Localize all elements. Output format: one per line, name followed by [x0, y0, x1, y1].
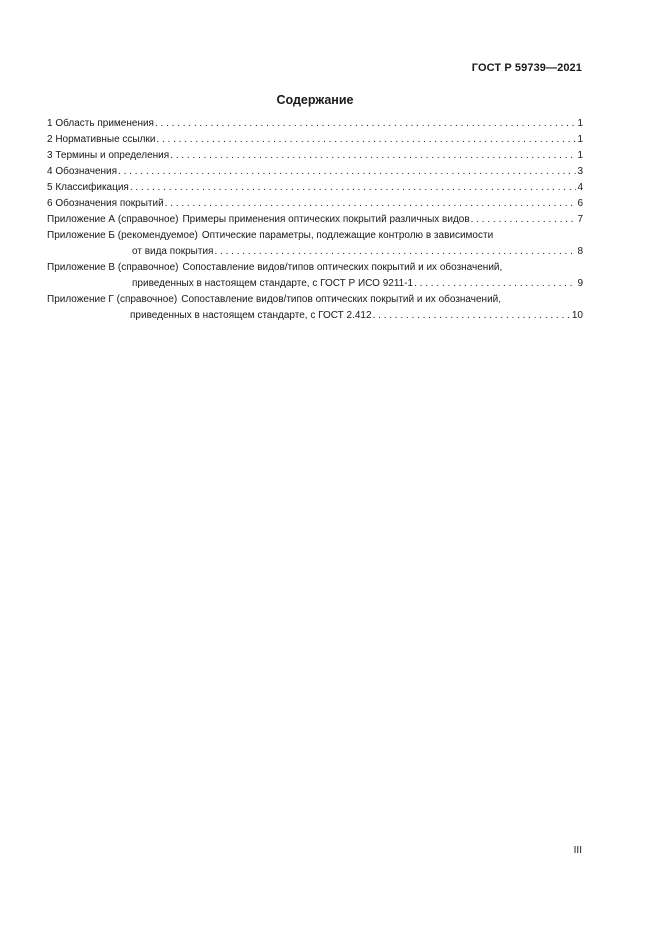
- toc-entry-annex-v-cont: [47, 276, 583, 292]
- toc-leader-dots: [414, 276, 576, 292]
- toc-leader-dots: [155, 116, 576, 132]
- toc-entry-label: 5 Классификация: [47, 182, 129, 193]
- table-of-contents: [47, 116, 583, 324]
- annex-title-line2: приведенных в настоящем стандарте, с ГОСТ Р ИСО 9211-1: [132, 278, 414, 289]
- toc-entry-coating-designations[interactable]: [47, 196, 583, 212]
- toc-leader-dots: [165, 196, 577, 212]
- toc-entry-annex-b[interactable]: [47, 228, 583, 244]
- toc-entry-page: 1: [577, 150, 583, 161]
- toc-entry-page: 8: [577, 246, 583, 257]
- toc-leader-dots: [170, 148, 576, 164]
- annex-prefix: Приложение В (справочное): [47, 262, 179, 273]
- toc-leader-dots: [156, 132, 576, 148]
- toc-leader-dots: [373, 308, 571, 324]
- toc-entry-page: 1: [577, 134, 583, 145]
- toc-entry-page: 9: [577, 278, 583, 289]
- annex-title-line2: приведенных в настоящем стандарте, с ГОСТ 2.412: [130, 310, 372, 321]
- toc-title: Содержание: [276, 93, 354, 107]
- toc-entry-normative-references[interactable]: [47, 132, 583, 148]
- annex-prefix: Приложение А (справочное): [47, 214, 179, 225]
- toc-entry-page: 1: [577, 118, 583, 129]
- annex-prefix: Приложение Б (рекомендуемое): [47, 230, 198, 241]
- toc-entry-page: 10: [571, 310, 583, 321]
- annex-title: Примеры применения оптических покрытий различных видов: [182, 214, 470, 225]
- toc-entry-page: 7: [577, 214, 583, 225]
- toc-entry-classification[interactable]: [47, 180, 583, 196]
- page-number: III: [573, 845, 582, 856]
- annex-title-line1: Сопоставление видов/типов оптических покрытий и их обозначений,: [182, 262, 503, 273]
- toc-entry-terms[interactable]: [47, 148, 583, 164]
- toc-entry-annex-g-cont: [47, 308, 583, 324]
- toc-entry-annex-v[interactable]: [47, 260, 583, 276]
- annex-title-line1: Сопоставление видов/типов оптических покрытий и их обозначений,: [181, 294, 502, 305]
- toc-entry-label: 1 Область применения: [47, 118, 154, 129]
- toc-leader-dots: [130, 180, 577, 196]
- toc-entry-designations[interactable]: [47, 164, 583, 180]
- toc-entry-page: 6: [577, 198, 583, 209]
- toc-entry-scope[interactable]: [47, 116, 583, 132]
- toc-entry-label: 2 Нормативные ссылки: [47, 134, 156, 145]
- annex-title-line1: Оптические параметры, подлежащие контролю в зависимости: [201, 230, 494, 241]
- annex-title-line2: от вида покрытия: [132, 246, 214, 257]
- toc-entry-label: 6 Обозначения покрытий: [47, 198, 164, 209]
- toc-entry-annex-b-cont: [47, 244, 583, 260]
- toc-entry-page: 3: [577, 166, 583, 177]
- toc-leader-dots: [214, 244, 576, 260]
- document-code: ГОСТ Р 59739—2021: [471, 62, 582, 74]
- toc-leader-dots: [118, 164, 576, 180]
- toc-leader-dots: [471, 212, 577, 228]
- toc-entry-label: 3 Термины и определения: [47, 150, 170, 161]
- toc-entry-page: 4: [577, 182, 583, 193]
- toc-entry-annex-g[interactable]: [47, 292, 583, 308]
- toc-entry-label: 4 Обозначения: [47, 166, 118, 177]
- toc-entry-annex-a[interactable]: [47, 212, 583, 228]
- annex-prefix: Приложение Г (справочное): [47, 294, 178, 305]
